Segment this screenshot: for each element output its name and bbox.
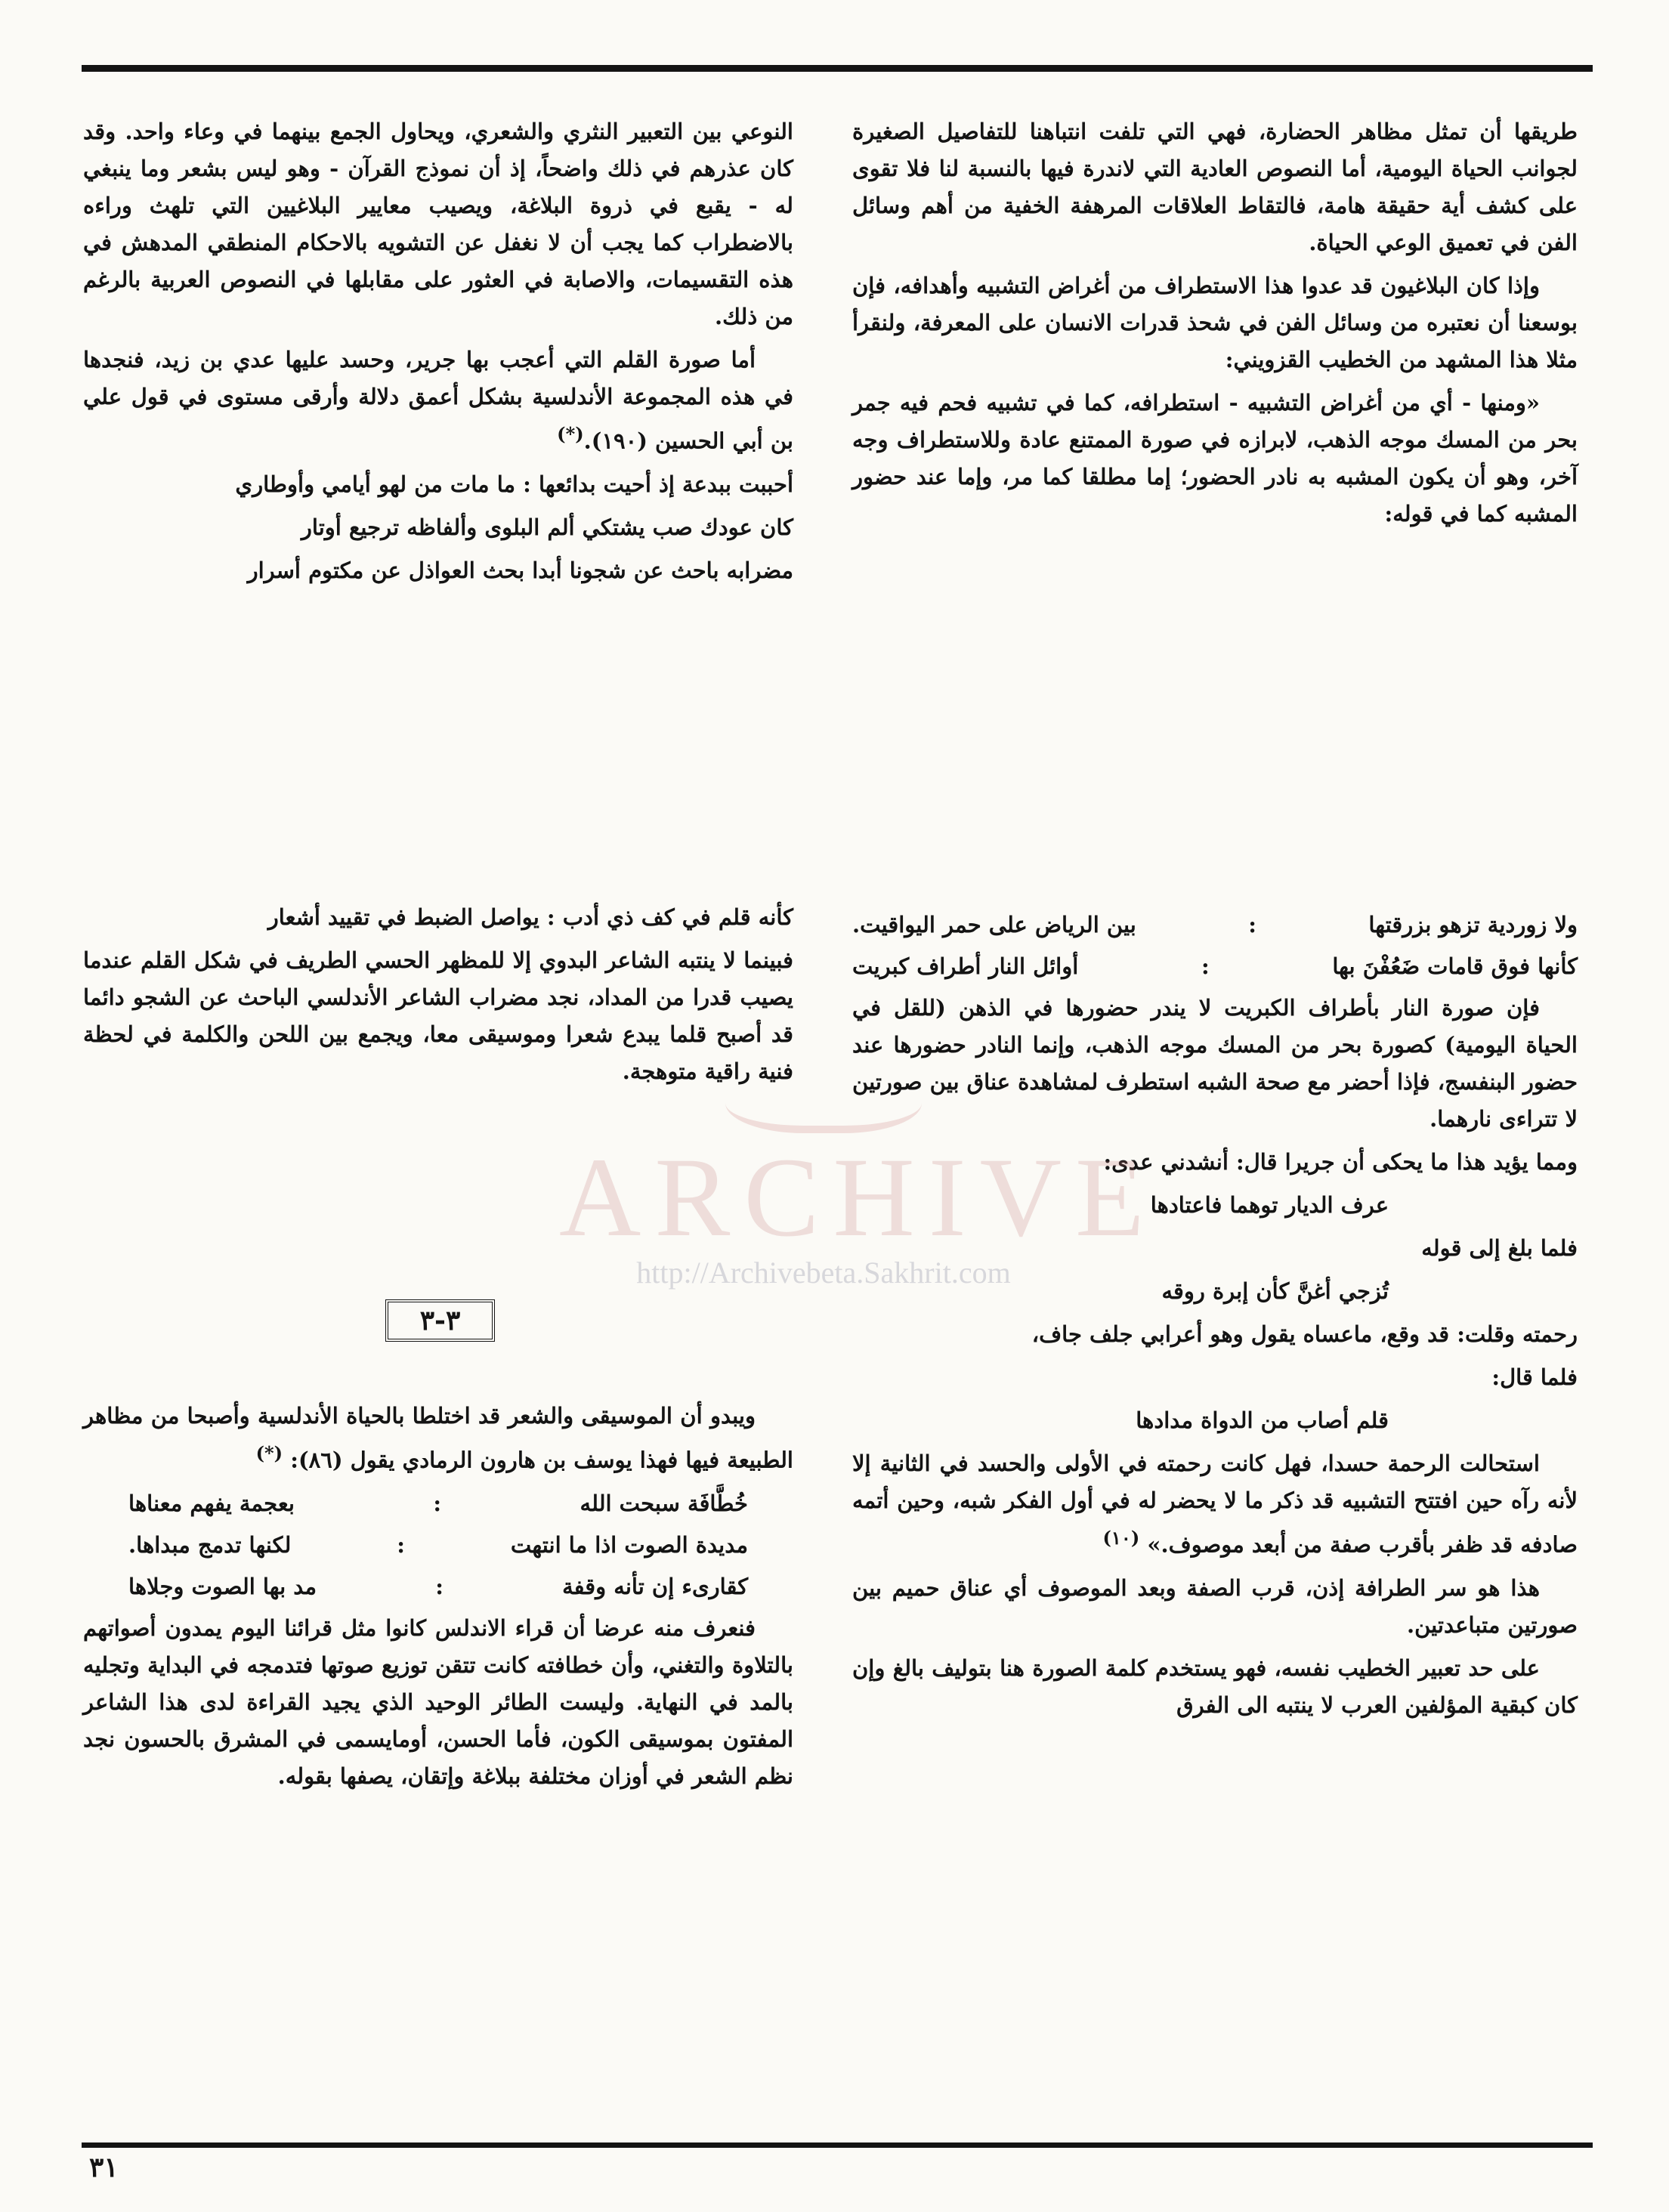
verse-line: أحببت ببدعة إذ أحيت بدائعها : ما مات من لهو أيامي وأوطاري xyxy=(235,471,793,497)
right-column-top xyxy=(852,113,1578,899)
left-para-1: النوعي بين التعبير النثري والشعري، ويحاول الجمع بينهما في وعاء واحد. وقد كان عذرهم في ذلك واضحاً، إذ أن نموذج القرآن - وهو ليس بشعر وما ينبغي له - يقبع في ذروة البلاغة، ويصيب معايير البلاغيين التي تلهث وراءه بالاضطراب كما يجب أن لا نغفل عن التشويه بالاحكام المنطقي المدهش في هذه التقسيمات، والاصابة في العثور على مقابلها في النصوص العربية بالرغم من ذلك. xyxy=(83,119,793,329)
verse-line: كان عودك صب يشتكي ألم البلوى وألفاظه ترجيع أوتار xyxy=(301,514,793,540)
text-line: فلما بلغ إلى قوله xyxy=(1421,1235,1578,1261)
verse-second-hemistich: أوائل النار أطراف كبريت xyxy=(852,953,1079,979)
verse-row: مديدة الصوت اذا ما انتهت : لكنها تدمج مبداها. xyxy=(83,1527,793,1564)
left-column-bottom xyxy=(83,1398,793,2115)
verse-row: كقارىء إن تأنه وقفة : مد بها الصوت وجلاها xyxy=(83,1568,793,1605)
bottom-rule xyxy=(82,2142,1593,2148)
verse-first-hemistich: كأنها فوق قامات ضَعُفْنَ بها xyxy=(1332,953,1578,979)
book-icon xyxy=(725,1058,922,1133)
footnote-ref: (١٠) xyxy=(1102,1527,1140,1549)
verse-first-hemistich: كقارىء إن تأنه وقفة xyxy=(562,1573,748,1599)
watermark-url: http://Archivebeta.Sakhrit.com xyxy=(636,1256,1011,1290)
left-para-3: فبينما لا ينتبه الشاعر البدوي إلا للمظهر الحسي الطريف في شكل القلم عندما يصيب قدرا من المداد، نجد مضراب الشاعر الأندلسي الباحث عن الشجو دائما قد أصبح قلما يبدع شعرا وموسيقى معا، ويجمع بين اللحن والكلمة في لحظة فنية راقية متوهجة. xyxy=(83,947,793,1084)
text-line: رحمته وقلت: قد وقع، ماعساه يقول وهو أعرابي جلف جاف، xyxy=(1031,1321,1578,1347)
verse-line: تُزجي أغنَّ كأن إبرة روقه xyxy=(1161,1278,1389,1304)
verse-first-hemistich: ولا زوردية تزهو بزرقتها xyxy=(1368,912,1578,938)
right-para-1: طريقها أن تمثل مظاهر الحضارة، فهي التي تلفت انتباهنا للتفاصيل الصغيرة لجوانب الحياة اليومية، أما النصوص العادية التي لاندرة فيها بالنسبة لنا فلا تقوى على كشف أية حقيقة هامة، فالتقاط العلاقات المرهفة الخفية من أهم وسائل الفن في تعميق الوعي الحياة. xyxy=(852,119,1578,255)
watermark-title: ARCHIVE xyxy=(559,1135,1158,1260)
left-para-5: فنعرف منه عرضا أن قراء الاندلس كانوا مثل قرائنا اليوم يمدون أصواتهم بالتلاوة والتغني، وأن خطافته كانت تتقن توزيع صوتها فتدمجه في البداية وتجليه بالمد في النهاية. وليست الطائر الوحيد الذي يجيد القراءة لدى هذا الشاعر المفتون بموسيقى الكون، فأما الحسن، أومايسمى في المشرق بالحسون نجد نظم الشعر في أوزان مختلفة ببلاغة وإتقان، يصفها بقوله. xyxy=(83,1614,793,1789)
verse-line: قلم أصاب من الدواة مدادها xyxy=(1136,1407,1389,1433)
section-number: ٣-٣ xyxy=(385,1299,495,1342)
left-column-top xyxy=(83,113,793,839)
text-line: فلما قال: xyxy=(1491,1364,1578,1390)
verse-second-hemistich: مد بها الصوت وجلاها xyxy=(128,1573,317,1599)
right-para-3: «ومنها - أي من أغراض التشبيه - استطرافه، كما في تشبيه فحم فيه جمر بحر من المسك موجه الذهب، لابرازه في صورة الممتنع عادة وللاستطراف وجه آخر، وهو أن يكون المشبه به نادر الحضور؛ إما مطلقا كما مر، وإما عند حضور المشبه كما في قوله: xyxy=(852,390,1578,527)
footnote-ref: (*) xyxy=(557,423,584,445)
verse-second-hemistich: لكنها تدمج مبداها. xyxy=(128,1531,292,1558)
verse-first-hemistich: خُطَّافَة سبحت الله xyxy=(580,1490,748,1516)
verse-second-hemistich: بين الرياض على حمر اليواقيت. xyxy=(852,912,1136,938)
verse-line: عرف الديار توهما فاعتادها xyxy=(1150,1192,1389,1218)
verse-line: مضرابه باحث عن شجونا أبدا بحث العواذل عن مكتوم أسرار xyxy=(247,557,793,583)
verse-first-hemistich: مديدة الصوت اذا ما انتهت xyxy=(510,1531,748,1558)
archive-watermark xyxy=(559,1058,1158,1292)
top-rule xyxy=(82,65,1593,72)
footnote-ref: (*) xyxy=(255,1442,283,1464)
right-para-7: هذا هو سر الطرافة إذن، قرب الصفة وبعد الموصوف أي عناق حميم بين صورتين متباعدتين. xyxy=(852,1574,1578,1638)
right-para-2: وإذا كان البلاغيون قد عدوا هذا الاستطراف من أغراض التشبيه وأهدافه، فإن بوسعنا أن نعتبره من وسائل الفن في شحذ قدرات الانسان على المعرفة، ولنقرأ مثلا هذا المشهد من الخطيب القزويني: xyxy=(852,273,1578,372)
page-number: ٣١ xyxy=(89,2152,119,2183)
verse-line: كأنه قلم في كف ذي أدب : يواصل الضبط في تقييد أشعار xyxy=(267,904,793,930)
right-para-4: فإن صورة النار بأطراف الكبريت لا يندر حضورها في الذهن (للقل في الحياة اليومية) كصورة بحر من المسك موجه الذهب، وإنما النادر حضورها عند حضور البنفسج، فإذا أحضر مع صحة الشبه استطرف لمشاهدة عناق بين صورتين لا تتراءى نارهما. xyxy=(852,995,1578,1132)
verse-row: خُطَّافَة سبحت الله : بعجمة يفهم معناها xyxy=(83,1485,793,1522)
verse-row: كأنها فوق قامات ضَعُفْنَ بها : أوائل النار أطراف كبريت xyxy=(852,948,1578,985)
left-para-2: أما صورة القلم التي أعجب بها جرير، وحسد عليها عدي بن زيد، فنجدها في هذه المجموعة الأندلسية بشكل أعمق دلالة وأرقى مستوى في قول علي بن أبي الحسين (١٩٠).(*) xyxy=(83,347,793,454)
right-para-6: استحالت الرحمة حسدا، فهل كانت رحمته في الأولى والحسد في الثانية إلا لأنه رآه حين افتتح التشبيه قد ذكر ما لا يحضر له في أول الفكر شبه، وحين أتمه صادفه قد ظفر بأقرب صفة من أبعد موصوف.» $^{(١٠)}$ xyxy=(852,1450,1578,1558)
right-para-5: ومما يؤيد هذا ما يحكى أن جريرا قال: أنشدني عدى: xyxy=(1103,1149,1578,1175)
verse-row: ولا زوردية تزهو بزرقتها : بين الرياض على حمر اليواقيت. xyxy=(852,907,1578,944)
verse-second-hemistich: بعجمة يفهم معناها xyxy=(128,1490,295,1516)
left-para-4: ويبدو أن الموسيقى والشعر قد اختلطا بالحياة الأندلسية وأصبحا من مظاهر الطبيعة فيها فهذا يوسف بن هارون الرمادي يقول (٨٦): (*) xyxy=(83,1403,793,1473)
right-para-8: على حد تعبير الخطيب نفسه، فهو يستخدم كلمة الصورة هنا بتوليف بالغ وإن كان كبقية المؤلفين العرب لا ينتبه الى الفرق xyxy=(852,1654,1578,1718)
